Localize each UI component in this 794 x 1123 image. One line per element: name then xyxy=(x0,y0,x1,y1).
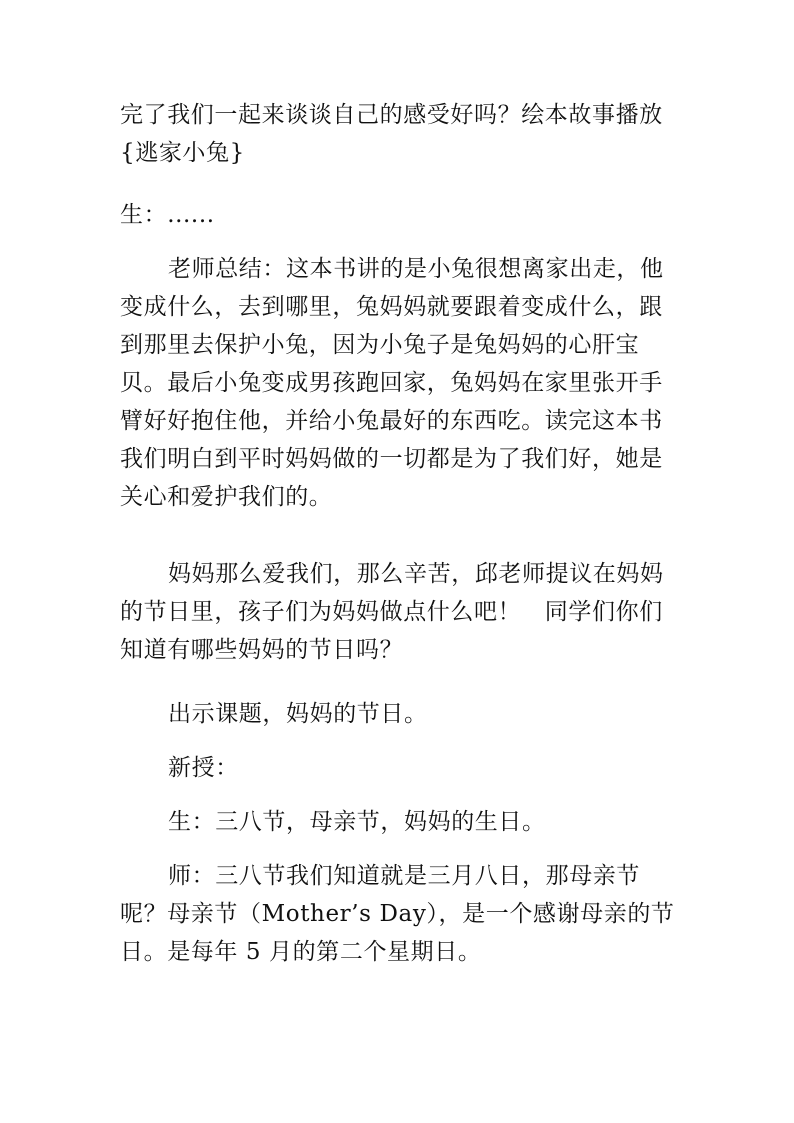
text-line: 呢？母亲节（Mother’s Day），是一个感谢母亲的节 xyxy=(120,901,675,927)
text-line: 到那里去保护小兔，因为小兔子是兔妈妈的心肝宝 xyxy=(120,332,640,358)
text-line: 臂好好抱住他，并给小兔最好的东西吃。读完这本书 xyxy=(120,408,663,434)
text-line: 知道有哪些妈妈的节日吗？ xyxy=(120,637,404,663)
paragraph-new-lesson xyxy=(120,749,680,787)
text-line: 出示课题，妈妈的节日。 xyxy=(168,701,428,727)
text-line: 生：...... xyxy=(120,202,215,228)
text-line: 贝。最后小兔变成男孩跑回家，兔妈妈在家里张开手 xyxy=(120,370,663,396)
text-line: 完了我们一起来谈谈自己的感受好吗？绘本故事播放 xyxy=(120,102,663,128)
paragraph-student-reply xyxy=(120,196,680,234)
paragraph-teacher-explain xyxy=(120,857,680,971)
text-line: 变成什么，去到哪里，兔妈妈就要跟着变成什么，跟 xyxy=(120,294,663,320)
text-line: {逃家小兔} xyxy=(120,140,245,166)
paragraph-mother-love xyxy=(120,555,680,669)
paragraph-story-intro xyxy=(120,96,680,172)
paragraph-teacher-summary xyxy=(120,250,680,516)
paragraph-show-topic xyxy=(120,695,680,733)
text-line: 师：三八节我们知道就是三月八日，那母亲节 xyxy=(168,863,640,889)
paragraph-student-answer xyxy=(120,803,680,841)
text-line: 生：三八节，母亲节，妈妈的生日。 xyxy=(168,809,546,835)
text-line: 关心和爱护我们的。 xyxy=(120,484,333,510)
text-line: 我们明白到平时妈妈做的一切都是为了我们好，她是 xyxy=(120,446,663,472)
text-line: 妈妈那么爱我们，那么辛苦，邱老师提议在妈妈 xyxy=(168,561,664,587)
text-line: 的节日里，孩子们为妈妈做点什么吧！ 同学们你们 xyxy=(120,599,663,625)
text-line: 新授： xyxy=(168,755,239,781)
text-line: 老师总结：这本书讲的是小兔很想离家出走，他 xyxy=(168,256,664,282)
text-line: 日。是每年 5 月的第二个星期日。 xyxy=(120,939,482,965)
